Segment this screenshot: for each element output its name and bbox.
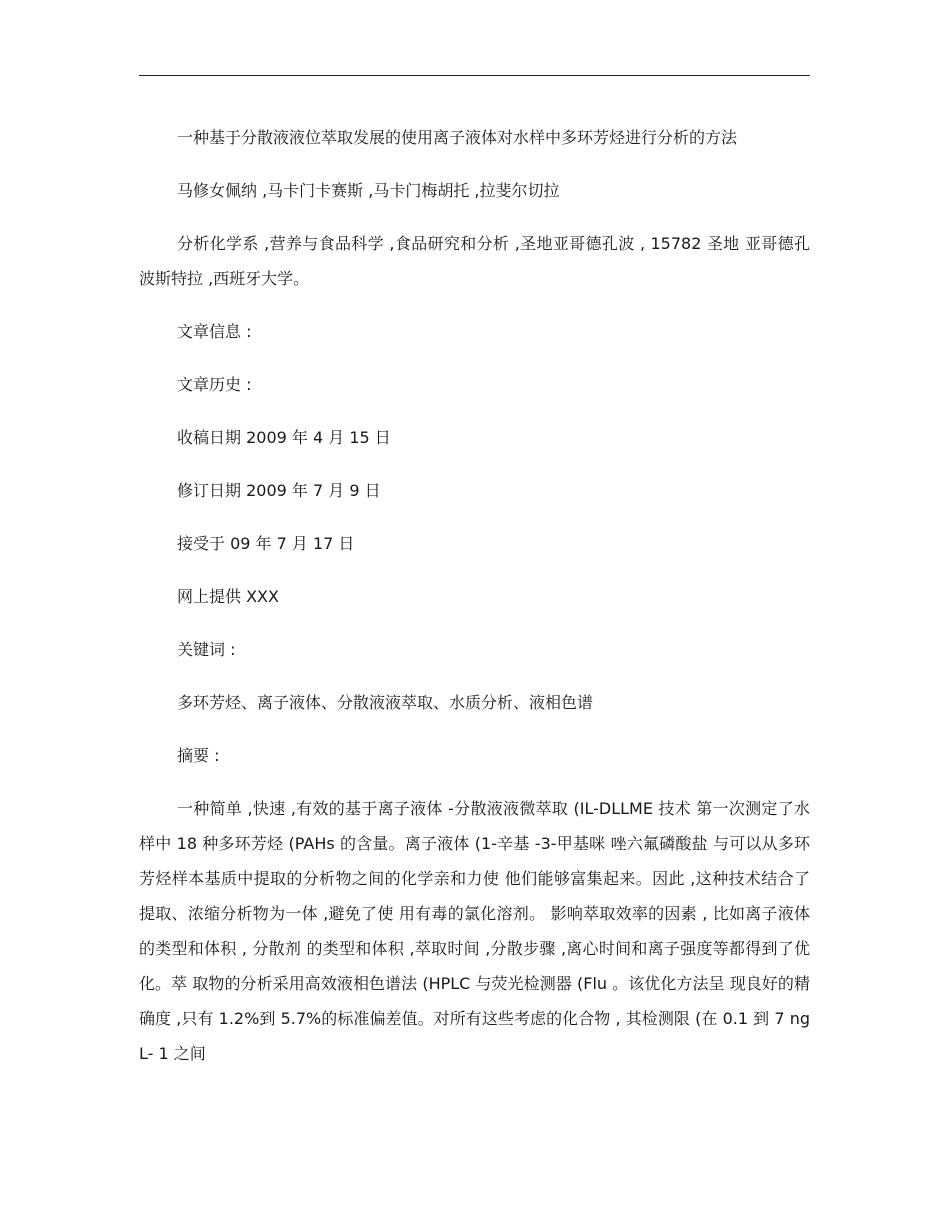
authors: 马修女佩纳 ,马卡门卡赛斯 ,马卡门梅胡托 ,拉斐尔切拉 [177, 181, 560, 200]
accepted-date: 接受于 09 年 7 月 17 日 [177, 534, 355, 553]
paper-title: 一种基于分散液液位萃取发展的使用离子液体对水样中多环芳烃进行分析的方法 [177, 128, 738, 147]
online-date: 网上提供 XXX [177, 587, 279, 606]
article-info-label: 文章信息 : [177, 322, 252, 341]
keywords-label: 关键词 : [177, 640, 236, 659]
header-rule [139, 75, 810, 76]
document-body [139, 120, 810, 1088]
revised-date: 修订日期 2009 年 7 月 9 日 [177, 481, 381, 500]
keywords: 多环芳烃、离子液体、分散液液萃取、水质分析、液相色谱 [177, 693, 594, 712]
abstract-label: 摘要 : [177, 746, 220, 765]
abstract-text: 一种简单 ,快速 ,有效的基于离子液体 -分散液液微萃取 (IL-DLLME 技术 第一次测定了水样中 18 种多环芳烃 (PAHs 的含量。离子液体 (1-辛基 -3-甲基咪 唑六氟磷酸盐 与可以从多环芳烃样本基质中提取的分析物之间的化学亲和力使 他们能够富集起来。因此 ,这种技术结合了提取、浓缩分析物为一体 ,避免了使 用有毒的氯化溶剂。 影响萃取效率的因素 , 比如离子液体的类型和体积 , 分散剂 的类型和体积 ,萃取时间 ,分散步骤 ,离心时间和离子强度等都得到了优化。萃 取物的分析采用高效液相色谱法 (HPLC 与荧光检测器 (Flu 。该优化方法呈 现良好的精确度 ,只有 1.2%到 5.7%的标准偏差值。对所有这些考虑的化合物 , 其检测限 (在 0.1 到 7 ng L- 1 之间 [139, 799, 810, 1063]
affiliation: 分析化学系 ,营养与食品科学 ,食品研究和分析 ,圣地亚哥德孔波 , 15782 圣地 亚哥德孔波斯特拉 ,西班牙大学。 [139, 234, 810, 288]
article-history-label: 文章历史 : [177, 375, 252, 394]
received-date: 收稿日期 2009 年 4 月 15 日 [177, 428, 391, 447]
